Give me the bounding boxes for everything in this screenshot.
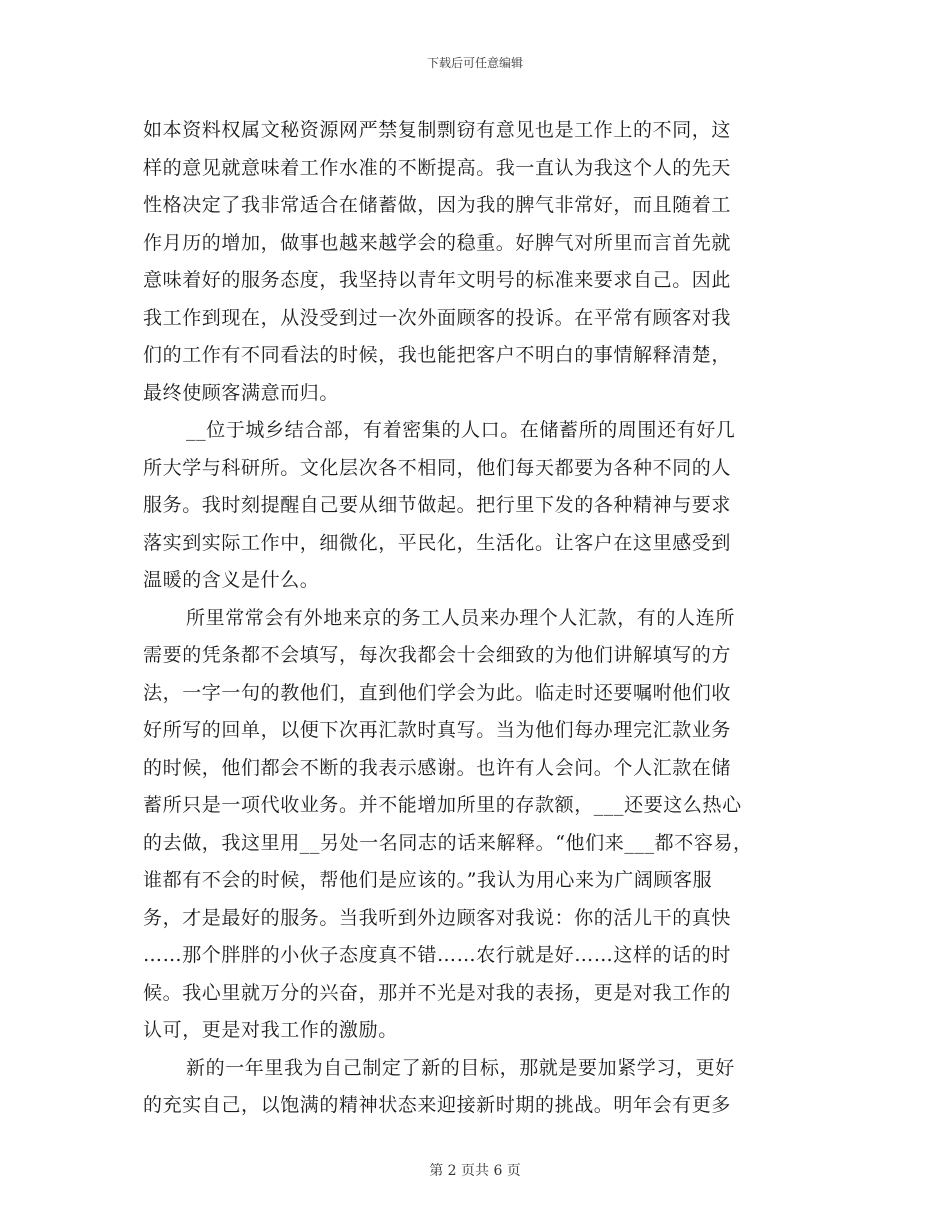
paragraph	[143, 1050, 807, 1125]
text-line: 样的意见就意味着工作水准的不断提高。我一直认为我这个人的先天	[143, 156, 732, 179]
page-header: 下载后可任意编辑	[426, 56, 523, 70]
paragraph	[143, 112, 807, 412]
text-line: 如本资料权属文秘资源网严禁复制剽窃有意见也是工作上的不同，这	[143, 119, 732, 141]
text-line: 性格决定了我非常适合在储蓄做，因为我的脾气非常好，而且随着工	[143, 194, 732, 216]
text-line: 温暖的含义是什么。	[143, 569, 320, 591]
text-line: 谁都有不会的时候，帮他们是应该的。”我认为用心来为广阔顾客服	[143, 869, 713, 891]
text-line: 的去做，我这里用__另处一名同志的话来解释。“他们来___都不容易，	[143, 831, 753, 854]
paragraph	[143, 412, 807, 600]
text-line: 认可，更是对我工作的激励。	[143, 1019, 398, 1041]
text-line: 最终使顾客满意而归。	[143, 381, 340, 404]
text-line: 作月历的增加，做事也越来越学会的稳重。好脾气对所里而言首先就	[143, 231, 732, 254]
text-line: 蓄所只是一项代收业务。并不能增加所里的存款额，___还要这么热心	[143, 794, 742, 816]
text-line: __位于城乡结合部，有着密集的人口。在储蓄所的周围还有好几	[186, 419, 736, 441]
text-line: 我工作到现在，从没受到过一次外面顾客的投诉。在平常有顾客对我	[143, 306, 732, 329]
text-line: 新的一年里我为自己制定了新的目标，那就是要加紧学习，更好	[186, 1056, 735, 1079]
text-line: 们的工作有不同看法的时候，我也能把客户不明白的事情解释清楚，	[143, 344, 732, 366]
text-line: 所大学与科研所。文化层次各不相同，他们每天都要为各种不同的人	[143, 456, 732, 479]
text-line: 的时候，他们都会不断的我表示感谢。也许有人会问。个人汇款在储	[143, 756, 732, 779]
text-line: 的充实自己，以饱满的精神状态来迎接新时期的挑战。明年会有更多	[143, 1094, 732, 1116]
text-line: 服务。我时刻提醒自己要从细节做起。把行里下发的各种精神与要求	[143, 494, 732, 516]
text-line: 务，才是最好的服务。当我听到外边顾客对我说：你的活儿干的真快	[143, 906, 732, 929]
text-line: 候。我心里就万分的兴奋，那并不光是对我的表扬，更是对我工作的	[143, 981, 732, 1004]
document-body	[143, 112, 807, 1125]
text-line: 好所写的回单，以便下次再汇款时真写。当为他们每办理完汇款业务	[143, 719, 732, 741]
text-line: 落实到实际工作中，细微化，平民化，生活化。让客户在这里感受到	[143, 531, 732, 554]
paragraph	[143, 600, 807, 1050]
text-line: 需要的凭条都不会填写，每次我都会十会细致的为他们讲解填写的方	[143, 644, 732, 666]
text-line: 所里常常会有外地来京的务工人员来办理个人汇款，有的人连所	[186, 606, 735, 629]
text-line: ……那个胖胖的小伙子态度真不错……农行就是好……这样的话的时	[143, 944, 732, 966]
text-line: 法，一字一句的教他们，直到他们学会为此。临走时还要嘱咐他们收	[143, 681, 732, 704]
text-line: 意味着好的服务态度，我坚持以青年文明号的标准来要求自己。因此	[143, 269, 732, 291]
page-footer: 第 2 页共 6 页	[429, 1163, 521, 1179]
